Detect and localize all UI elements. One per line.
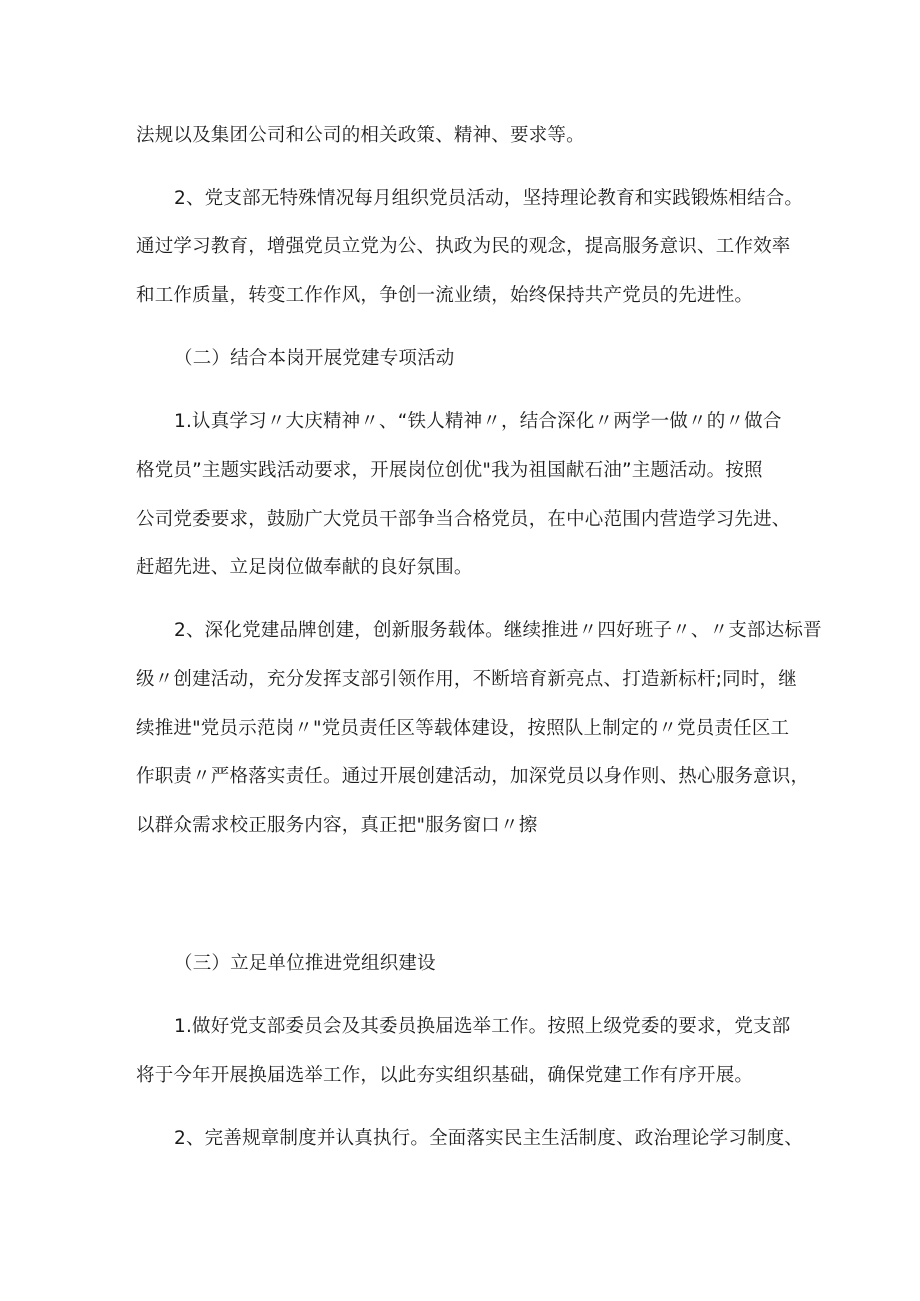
section-heading: （二）结合本岗开展党建专项活动 (174, 348, 455, 369)
text-line: 作职责〃严格落实责任。通过开展创建活动，加深党员以身作则、热心服务意识， (136, 766, 810, 787)
text-line: 公司党委要求，鼓励广大党员干部争当合格党员，在中心范围内营造学习先进、 (136, 509, 791, 530)
text-line: 和工作质量，转变工作作风，争创一流业绩，始终保持共产党员的先进性。 (136, 285, 754, 306)
text-line: 以群众需求校正服务内容，真正把"服务窗口〃擦 (136, 815, 538, 836)
text-line: 法规以及集团公司和公司的相关政策、精神、要求等。 (136, 125, 585, 146)
text-line: 1.做好党支部委员会及其委员换届选举工作。按照上级党委的要求，党支部 (174, 1016, 791, 1037)
text-line: 续推进"党员示范岗〃"党员责任区等载体建设，按照队上制定的〃党员责任区工 (136, 718, 790, 739)
text-line: 级〃创建活动，充分发挥支部引领作用，不断培育新亮点、打造新标杆;同时，继 (136, 669, 797, 690)
text-line: 2、深化党建品牌创建，创新服务载体。继续推进〃四好班子〃、〃支部达标晋 (174, 620, 822, 641)
section-heading: （三）立足单位推进党组织建设 (174, 953, 436, 974)
text-line: 通过学习教育，增强党员立党为公、执政为民的观念，提高服务意识、工作效率 (136, 236, 791, 257)
text-line: 格党员”主题实践活动要求，开展岗位创优"我为祖国献石油”主题活动。按照 (136, 460, 763, 481)
text-line: 赶超先进、立足岗位做奉献的良好氛围。 (136, 557, 473, 578)
text-line: 2、党支部无特殊情况每月组织党员活动，坚持理论教育和实践锻炼相结合。 (174, 188, 804, 209)
text-line: 1.认真学习〃大庆精神〃、“铁人精神〃，结合深化〃两学一做〃的〃做合 (174, 411, 782, 432)
text-line: 2、完善规章制度并认真执行。全面落实民主生活制度、政治理论学习制度、 (174, 1128, 804, 1149)
text-line: 将于今年开展换届选举工作，以此夯实组织基础，确保党建工作有序开展。 (136, 1065, 754, 1086)
